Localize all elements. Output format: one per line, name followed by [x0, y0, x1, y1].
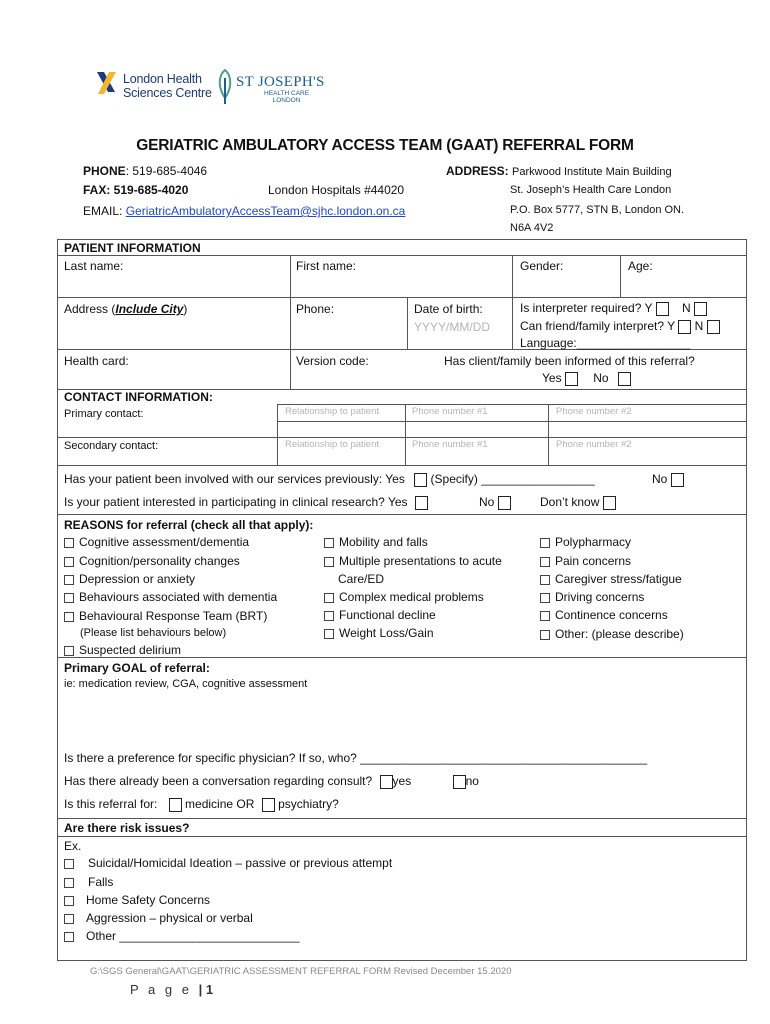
address-include-city: Include City	[115, 302, 184, 316]
friend-no-label: N	[694, 319, 704, 333]
checkbox-icon[interactable]	[540, 611, 550, 621]
health-card-field[interactable]: Health card:	[64, 354, 129, 368]
language-field[interactable]: Language:_________________	[520, 336, 691, 350]
checkbox-icon[interactable]	[540, 630, 550, 640]
address-line1	[446, 164, 672, 178]
risk-option[interactable]	[64, 875, 113, 889]
goal-heading: Primary GOAL of referral:	[64, 661, 210, 675]
divider	[57, 818, 747, 819]
checkbox-icon[interactable]	[64, 575, 74, 585]
reason-label: Polypharmacy	[555, 535, 632, 549]
friend-interpret-question	[520, 319, 720, 334]
reason-label: Driving concerns	[555, 590, 645, 604]
st-josephs-sub1: HEALTH CARE	[264, 90, 310, 97]
referral-for-question	[64, 797, 339, 812]
reason-option[interactable]	[540, 590, 644, 604]
interpreter-no-label: N	[682, 301, 691, 315]
divider	[407, 297, 408, 349]
primary-phone2-input[interactable]: Phone number #2	[556, 406, 632, 417]
reason-option[interactable]	[64, 643, 181, 657]
checkbox-icon[interactable]	[540, 557, 550, 567]
informed-no-checkbox[interactable]	[618, 372, 631, 386]
reasons-heading: REASONS for referral (check all that apply):	[64, 518, 314, 532]
informed-no-label: No	[593, 371, 609, 385]
checkbox-icon[interactable]	[64, 612, 74, 622]
secondary-phone2-input[interactable]: Phone number #2	[556, 439, 632, 450]
dob-input[interactable]: YYYY/MM/DD	[414, 320, 491, 334]
lhsc-logo-icon	[95, 70, 117, 96]
consult-no-label: no	[465, 774, 479, 788]
lhsc-logo	[95, 70, 215, 112]
first-name-field[interactable]: First name:	[296, 259, 357, 273]
fax-line: FAX: 519-685-4020	[83, 183, 189, 197]
divider	[57, 465, 747, 466]
address-label: ADDRESS:	[446, 164, 509, 178]
reason-option[interactable]	[324, 554, 502, 568]
phone-label: PHONE	[83, 164, 126, 178]
page-label: P a g e	[130, 982, 192, 997]
checkbox-icon[interactable]	[64, 557, 74, 567]
divider	[277, 404, 278, 465]
reason-option[interactable]	[324, 590, 484, 604]
dob-label: Date of birth:	[414, 302, 483, 316]
page-num-value: | 1	[198, 982, 214, 997]
reason-label: Caregiver stress/fatigue	[555, 572, 682, 586]
checkbox-icon[interactable]	[64, 859, 74, 869]
st-josephs-logo-icon	[214, 68, 236, 106]
lhsc-name-line2: Sciences Centre	[123, 86, 212, 100]
reason-label: Mobility and falls	[339, 535, 428, 549]
brt-note: (Please list behaviours below)	[80, 627, 227, 639]
goal-example[interactable]: ie: medication review, CGA, cognitive assessment	[64, 678, 308, 690]
divider	[57, 297, 747, 298]
form-title: GERIATRIC AMBULATORY ACCESS TEAM (GAAT) REFERRAL FORM	[136, 137, 634, 154]
risk-label: Suicidal/Homicidal Ideation – passive or previous attempt	[88, 856, 393, 870]
involved-no-label: No	[652, 472, 668, 486]
involved-no-checkbox[interactable]	[671, 473, 684, 487]
consult-label: Has there already been a conversation regarding consult?	[64, 774, 373, 788]
divider	[405, 404, 406, 465]
page-number	[130, 982, 213, 997]
st-josephs-sub2: LONDON	[272, 97, 301, 104]
involved-specify[interactable]: (Specify) _________________	[430, 472, 595, 486]
hospital-code: London Hospitals #44020	[268, 183, 405, 197]
reason-label: Behaviours associated with dementia	[79, 590, 278, 604]
reason-option[interactable]	[324, 608, 436, 622]
checkbox-icon[interactable]	[540, 575, 550, 585]
reason-label: Pain concerns	[555, 554, 632, 568]
consult-yes-checkbox[interactable]	[380, 775, 393, 789]
checkbox-icon[interactable]	[324, 538, 334, 548]
risk-label: Home Safety Concerns	[86, 893, 211, 907]
primary-relationship-input[interactable]: Relationship to patient	[285, 406, 380, 417]
involved-question	[64, 472, 595, 487]
reason-option[interactable]	[540, 554, 631, 568]
address-line2: St. Joseph’s Health Care London	[510, 184, 672, 196]
risk-option[interactable]	[64, 893, 210, 907]
lhsc-name-line1: London Health	[123, 72, 202, 86]
risk-option[interactable]	[64, 911, 253, 925]
divider	[512, 255, 513, 297]
phone-line	[83, 164, 207, 178]
friend-interpret-label: Can friend/family interpret? Y	[520, 319, 675, 333]
involved-yes-checkbox[interactable]	[414, 473, 427, 487]
psychiatry-checkbox[interactable]	[262, 798, 275, 812]
divider	[57, 836, 747, 837]
checkbox-icon[interactable]	[64, 896, 74, 906]
checkbox-icon[interactable]	[64, 593, 74, 603]
divider	[277, 404, 747, 405]
divider	[57, 255, 747, 256]
interpreter-yes-checkbox[interactable]	[656, 302, 669, 316]
reason-label: Cognitive assessment/dementia	[79, 535, 250, 549]
divider	[57, 657, 747, 658]
divider	[290, 255, 291, 389]
risk-ex: Ex.	[64, 839, 82, 853]
consult-yes-label: yes	[392, 774, 412, 788]
risk-option[interactable]	[64, 929, 300, 943]
address-label-post: )	[183, 302, 188, 316]
reason-option[interactable]	[324, 626, 434, 640]
research-no-label: No	[479, 495, 495, 509]
reason-label: Multiple presentations to acute	[339, 554, 502, 568]
risk-label: Other ___________________________	[86, 929, 300, 943]
friend-no-checkbox[interactable]	[707, 320, 720, 334]
checkbox-icon[interactable]	[64, 932, 74, 942]
last-name-field[interactable]: Last name:	[64, 259, 124, 273]
reason-option[interactable]	[540, 627, 684, 641]
consult-no-checkbox[interactable]	[453, 775, 466, 789]
secondary-relationship-input[interactable]: Relationship to patient	[285, 439, 380, 450]
divider	[620, 255, 621, 297]
checkbox-icon[interactable]	[64, 878, 74, 888]
checkbox-icon[interactable]	[324, 557, 334, 567]
reason-label: Cognition/personality changes	[79, 554, 240, 568]
informed-yes-checkbox[interactable]	[565, 372, 578, 386]
reason-label: Suspected delirium	[79, 643, 182, 657]
reason-label: Weight Loss/Gain	[339, 626, 434, 640]
physician-preference-field[interactable]: Is there a preference for specific physician? If so, who? ___________________________________________	[64, 751, 648, 765]
risk-heading: Are there risk issues?	[64, 821, 190, 835]
address-line3: P.O. Box 5777, STN B, London ON.	[510, 204, 685, 216]
involved-no	[652, 472, 684, 487]
checkbox-icon[interactable]	[324, 629, 334, 639]
checkbox-icon[interactable]	[324, 593, 334, 603]
interpreter-no-checkbox[interactable]	[694, 302, 707, 316]
informed-yes-label: Yes	[542, 371, 562, 385]
medicine-label: medicine OR	[185, 797, 255, 811]
divider	[548, 404, 549, 465]
address-label-pre: Address (	[64, 302, 116, 316]
research-yes-checkbox[interactable]	[415, 496, 428, 510]
reason-label: Continence concerns	[555, 608, 668, 622]
email-label: EMAIL:	[83, 204, 126, 218]
divider	[512, 297, 513, 349]
reason-option[interactable]	[64, 590, 277, 604]
footer-path: G:\SGS General\GAAT\GERIATRIC ASSESSMENT REFERRAL FORM Revised December 15.2020	[90, 966, 512, 977]
risk-label: Falls	[88, 875, 114, 889]
risk-option[interactable]	[64, 856, 392, 870]
checkbox-icon[interactable]	[64, 646, 74, 656]
address-field[interactable]	[64, 302, 187, 316]
interpreter-question	[520, 301, 707, 316]
gender-field[interactable]: Gender:	[520, 259, 564, 273]
reason-option[interactable]	[64, 572, 195, 586]
primary-phone1-input[interactable]: Phone number #1	[412, 406, 488, 417]
secondary-phone1-input[interactable]: Phone number #1	[412, 439, 488, 450]
divider	[277, 421, 747, 422]
st-josephs-name: ST JOSEPH'S	[236, 74, 325, 90]
medicine-checkbox[interactable]	[169, 798, 182, 812]
consult-question	[64, 774, 479, 789]
reason-label: Depression or anxiety	[79, 572, 196, 586]
email-link[interactable]: GeriatricAmbulatoryAccessTeam@sjhc.london.on.ca	[125, 204, 406, 218]
reason-option[interactable]	[64, 554, 240, 568]
research-dont-know	[540, 495, 616, 510]
divider	[57, 437, 747, 438]
reason-label: Complex medical problems	[339, 590, 484, 604]
reason-option[interactable]	[540, 608, 668, 622]
reason-option[interactable]	[540, 535, 631, 549]
divider	[57, 514, 747, 515]
reason-option[interactable]	[64, 535, 249, 549]
version-code-field[interactable]: Version code:	[296, 354, 369, 368]
informed-options	[542, 371, 631, 386]
reason-continuation: Care/ED	[338, 572, 385, 586]
research-dont-know-checkbox[interactable]	[603, 496, 616, 510]
checkbox-icon[interactable]	[324, 611, 334, 621]
checkbox-icon[interactable]	[64, 914, 74, 924]
phone-field[interactable]: Phone:	[296, 302, 335, 316]
st-josephs-logo	[214, 66, 324, 110]
reason-option[interactable]	[64, 609, 267, 623]
research-no	[479, 495, 511, 510]
patient-info-heading: PATIENT INFORMATION	[64, 241, 201, 255]
risk-label: Aggression – physical or verbal	[86, 911, 253, 925]
address-value1: Parkwood Institute Main Building	[512, 166, 672, 178]
friend-yes-checkbox[interactable]	[678, 320, 691, 334]
email-line	[83, 204, 405, 218]
referral-for-label: Is this referral for:	[64, 797, 158, 811]
phone-value: : 519-685-4046	[125, 164, 208, 178]
research-question	[64, 495, 428, 510]
reason-label: Other: (please describe)	[555, 627, 684, 641]
reason-option[interactable]	[324, 535, 428, 549]
checkbox-icon[interactable]	[540, 538, 550, 548]
involved-label: Has your patient been involved with our services previously: Yes	[64, 472, 405, 486]
reason-option[interactable]	[540, 572, 682, 586]
checkbox-icon[interactable]	[64, 538, 74, 548]
research-no-checkbox[interactable]	[498, 496, 511, 510]
research-label: Is your patient interested in participating in clinical research? Yes	[64, 495, 408, 509]
checkbox-icon[interactable]	[540, 593, 550, 603]
reason-label: Behavioural Response Team (BRT)	[79, 609, 268, 623]
contact-info-heading: CONTACT INFORMATION:	[64, 390, 213, 404]
age-field[interactable]: Age:	[628, 259, 653, 273]
psychiatry-label: psychiatry?	[278, 797, 339, 811]
interpreter-label: Is interpreter required? Y	[520, 301, 653, 315]
research-dont-know-label: Don’t know	[540, 495, 600, 509]
reason-label: Functional decline	[339, 608, 436, 622]
informed-question: Has client/family been informed of this referral?	[444, 354, 695, 368]
address-line4: N6A 4V2	[510, 222, 554, 234]
primary-contact-label: Primary contact:	[64, 408, 144, 420]
secondary-contact-label: Secondary contact:	[64, 440, 159, 452]
